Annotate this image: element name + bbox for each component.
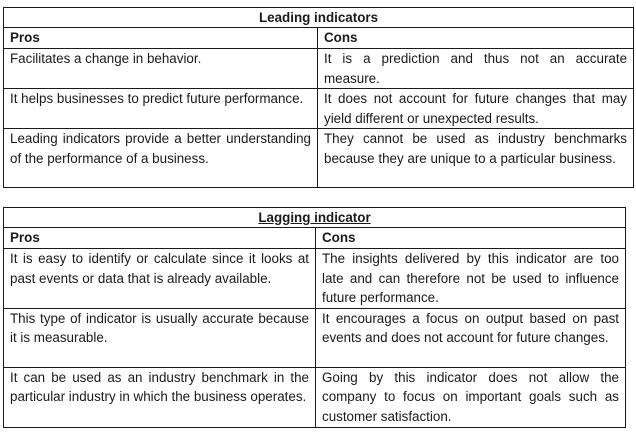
pro-cell: This type of indicator is usually accurate because it is measurable.: [4, 308, 316, 367]
pro-cell: It is easy to identify or calculate since it looks at past events or data that is already available.: [4, 249, 316, 309]
pro-cell: Facilitates a change in behavior.: [4, 49, 318, 89]
lagging-indicator-table: [3, 207, 626, 428]
con-cell: It is a prediction and thus not an accurate measure.: [318, 49, 634, 89]
table-row: [4, 49, 634, 89]
table-header-row: [4, 228, 626, 249]
table-title-row: [4, 8, 634, 28]
table-row: [4, 367, 626, 427]
pro-cell: It can be used as an industry benchmark in the particular industry in which the business operates.: [4, 367, 316, 427]
cons-header: Cons: [318, 28, 634, 49]
table-row: [4, 249, 626, 309]
con-cell: It does not account for future changes that may yield different or unexpected results.: [318, 89, 634, 129]
table-row: [4, 308, 626, 367]
con-cell: They cannot be used as industry benchmarks because they are unique to a particular business.: [318, 129, 634, 188]
table-title-text: Lagging indicator: [258, 210, 371, 225]
leading-indicators-table: [3, 7, 634, 188]
con-cell: It encourages a focus on output based on past events and does not account for future changes.: [316, 308, 626, 367]
cons-header: Cons: [316, 228, 626, 249]
table-title: [4, 208, 626, 228]
table-title-row: [4, 208, 626, 228]
table-header-row: [4, 28, 634, 49]
table-row: [4, 129, 634, 188]
con-cell: Going by this indicator does not allow the company to focus on important goals such as customer satisfaction.: [316, 367, 626, 427]
pros-header: Pros: [4, 228, 316, 249]
pro-cell: It helps businesses to predict future performance.: [4, 89, 318, 129]
table-title: Leading indicators: [4, 8, 634, 28]
pros-header: Pros: [4, 28, 318, 49]
con-cell: The insights delivered by this indicator are too late and can therefore not be used to influence future performance.: [316, 249, 626, 309]
table-row: [4, 89, 634, 129]
pro-cell: Leading indicators provide a better understanding of the performance of a business.: [4, 129, 318, 188]
